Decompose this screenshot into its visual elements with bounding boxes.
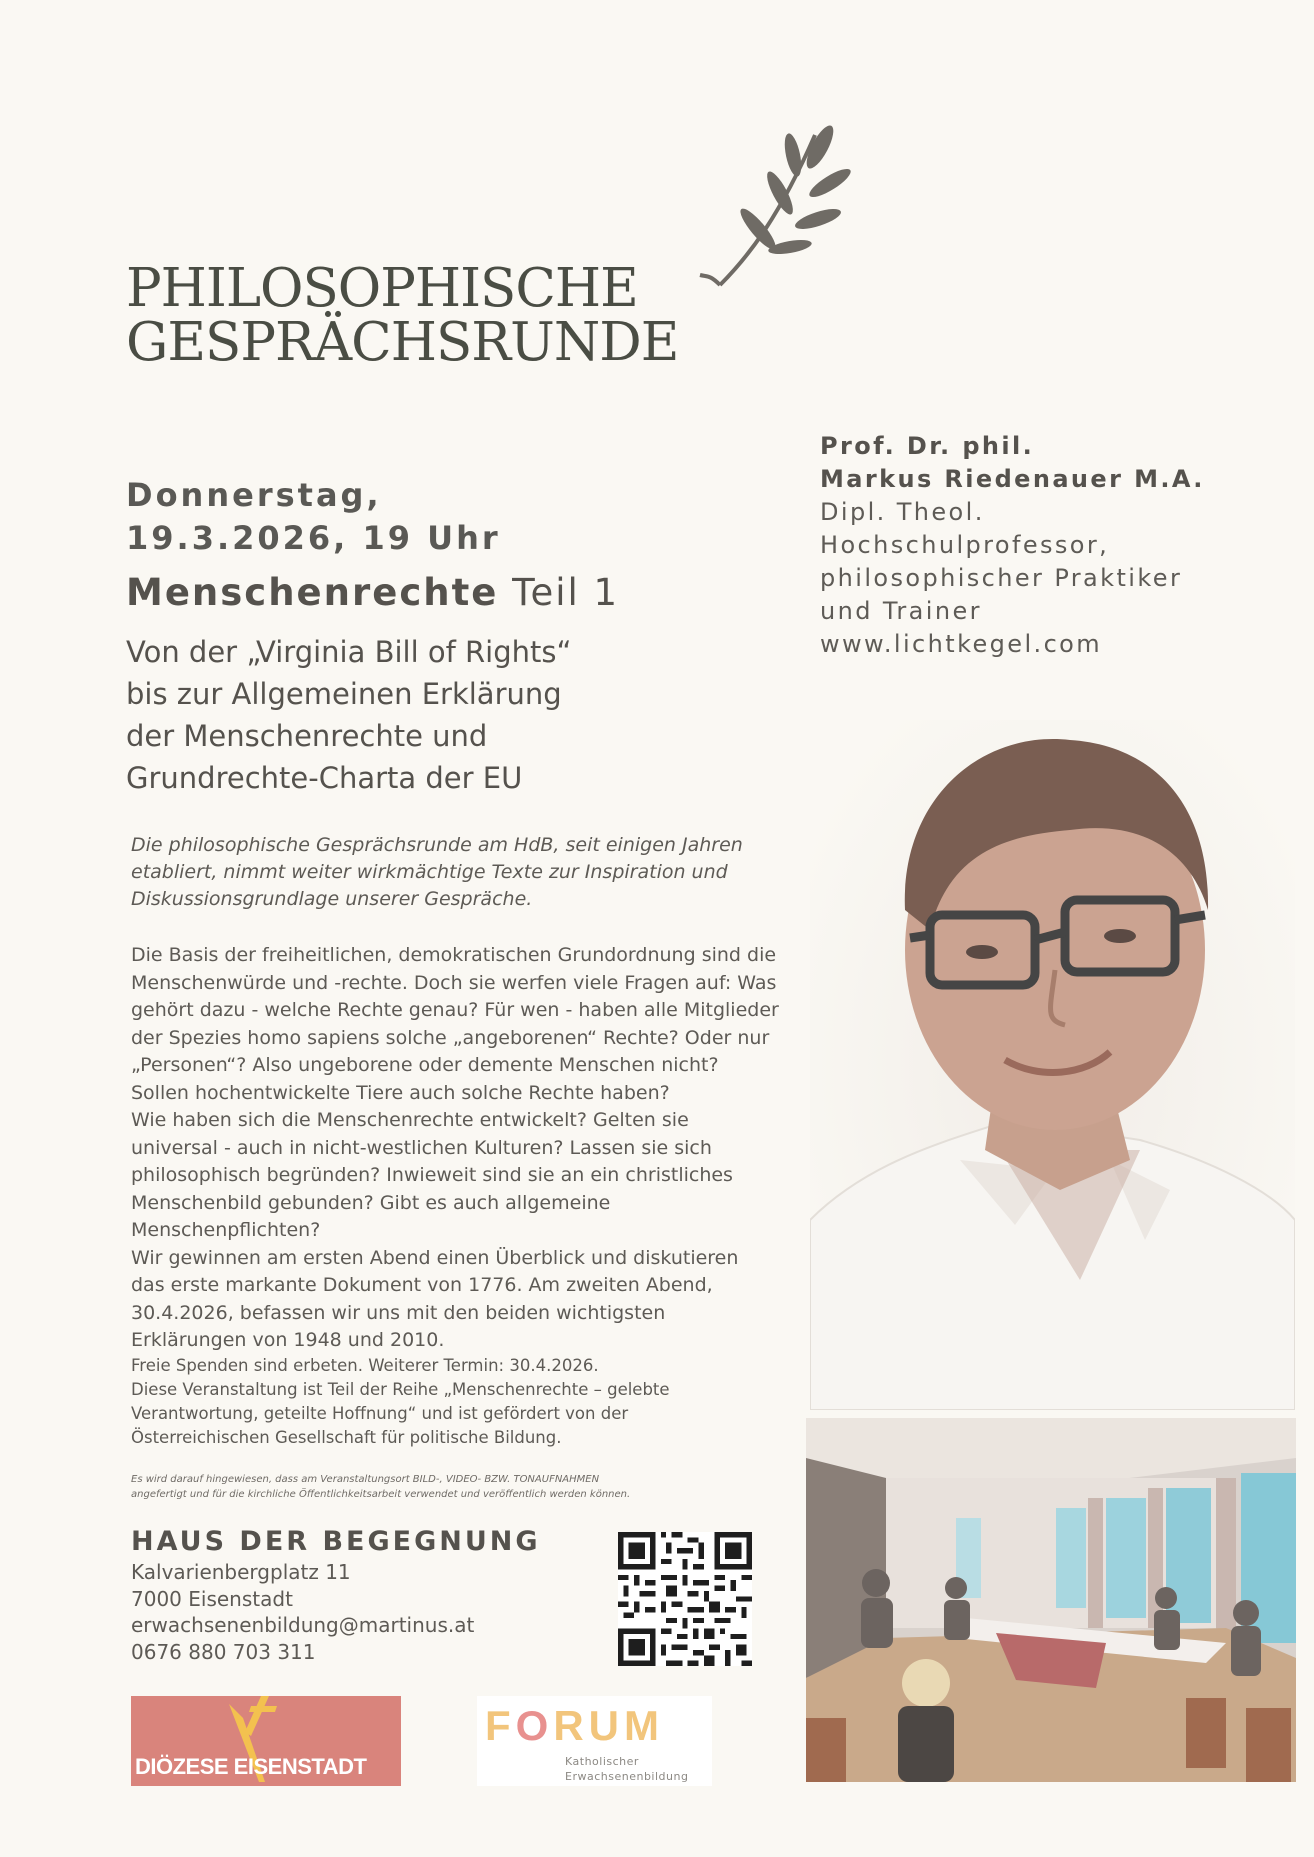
dioezese-logo: [131, 1696, 401, 1786]
forum-subtitle: [565, 1754, 688, 1784]
venue-email[interactable]: erwachsenenbildung@martinus.at: [131, 1613, 475, 1637]
event-weekday: Donnerstag,: [126, 476, 382, 514]
body-line: der Spezies homo sapiens solche „angeborenen“ Rechte? Oder nur: [131, 1026, 770, 1049]
body-line: universal - auch in nicht-westlichen Kulturen? Lassen sie sich: [131, 1136, 712, 1159]
body-line: philosophisch begründen? Inwieweit sind sie an ein christliches: [131, 1164, 733, 1186]
dioezese-label: DIÖZESE EISENSTADT: [135, 1754, 367, 1779]
forum-sub-line: Erwachsenenbildung: [565, 1770, 689, 1783]
event-datetime: 19.3.2026, 19 Uhr: [126, 519, 501, 557]
body-line: „Personen“? Also ungeborene oder demente Menschen nicht?: [131, 1054, 719, 1076]
body-line: Menschenbild gebunden? Gibt es auch allgemeine: [131, 1191, 611, 1214]
venue-phone[interactable]: 0676 880 703 311: [131, 1639, 316, 1664]
olive-branch-icon: [690, 125, 860, 295]
speaker-website[interactable]: www.lichtkegel.com: [820, 630, 1103, 658]
topic-bold: Menschenrechte: [126, 571, 499, 614]
speaker-title: Prof. Dr. phil.: [820, 432, 1035, 460]
venue-street: Kalvarienbergplatz 11: [131, 1560, 351, 1584]
title-line-2: GESPRÄCHSRUNDE: [126, 312, 679, 373]
speaker-detail: Dipl. Theol.: [820, 498, 985, 526]
event-topic: [126, 571, 619, 614]
subtitle-line: der Menschenrechte und: [126, 719, 488, 753]
body-text: [131, 942, 821, 1355]
forum-logo: [477, 1696, 712, 1786]
speaker-detail: und Trainer: [820, 597, 982, 625]
qr-code[interactable]: [618, 1532, 752, 1666]
body-line: Wir gewinnen am ersten Abend einen Überblick und diskutieren: [131, 1246, 739, 1269]
seminar-room-photo: [806, 1418, 1296, 1782]
disclaimer-line: angefertigt und für die kirchliche Öffentlichkeitsarbeit verwendet und veröffentlich werden können.: [131, 1489, 631, 1500]
event-date: [126, 474, 501, 560]
venue-name: HAUS DER BEGEGNUNG: [131, 1526, 541, 1557]
forum-wordmark: [485, 1702, 664, 1750]
small-line: Freie Spenden sind erbeten. Weiterer Termin: 30.4.2026.: [131, 1356, 599, 1375]
topic-part: Teil 1: [512, 571, 620, 614]
photo-disclaimer: [131, 1472, 630, 1502]
subtitle-line: Von der „Virginia Bill of Rights“: [126, 635, 572, 669]
poster-title: [126, 258, 679, 373]
intro-text: Die philosophische Gesprächsrunde am HdB, seit einigen Jahren etabliert, nimmt weiter wirkmächtige Texte zur Inspiration und Diskussionsgrundlage unserer Gespräche.: [131, 834, 743, 910]
body-line: das erste markante Dokument von 1776. Am zweiten Abend,: [131, 1274, 713, 1296]
body-line: gehört dazu - welche Rechte genau? Für wen - haben alle Mitglieder: [131, 999, 779, 1021]
body-line: Sollen hochentwickelte Tiere auch solche Rechte haben?: [131, 1081, 670, 1104]
venue-address: [131, 1559, 474, 1665]
speaker-detail: philosophischer Praktiker: [820, 564, 1183, 592]
body-line: Wie haben sich die Menschenrechte entwickelt? Gelten sie: [131, 1109, 689, 1131]
speaker-detail: Hochschulprofessor,: [820, 531, 1110, 559]
forum-letter-o: O: [515, 1702, 554, 1749]
forum-sub-line: Katholischer: [565, 1755, 639, 1768]
small-line: Verantwortung, geteilte Hoffnung“ und ist gefördert von der: [131, 1404, 629, 1423]
disclaimer-line: Es wird darauf hingewiesen, dass am Veranstaltungsort BILD-, VIDEO- BZW. TONAUFNAHMEN: [131, 1474, 600, 1485]
forum-letters-rest: RUM: [553, 1702, 664, 1749]
speaker-name: Markus Riedenauer M.A.: [820, 465, 1205, 493]
event-subtitle: [126, 631, 572, 799]
speaker-portrait-photo: [810, 720, 1295, 1410]
subtitle-line: Grundrechte-Charta der EU: [126, 761, 523, 795]
forum-letter-f: F: [485, 1702, 516, 1749]
body-line: 30.4.2026, befassen wir uns mit den beiden wichtigsten: [131, 1301, 666, 1324]
body-line: Die Basis der freiheitlichen, demokratischen Grundordnung sind die: [131, 944, 777, 966]
funding-note: [131, 1354, 670, 1450]
body-line: Menschenwürde und -rechte. Doch sie werfen viele Fragen auf: Was: [131, 971, 777, 994]
body-line: Erklärungen von 1948 und 2010.: [131, 1329, 445, 1351]
body-line: Menschenpflichten?: [131, 1219, 321, 1241]
speaker-info: [820, 430, 1205, 661]
small-line: Diese Veranstaltung ist Teil der Reihe „Menschenrechte – gelebte: [131, 1380, 670, 1399]
title-line-1: PHILOSOPHISCHE: [126, 258, 638, 319]
small-line: Österreichischen Gesellschaft für politische Bildung.: [131, 1428, 562, 1447]
subtitle-line: bis zur Allgemeinen Erklärung: [126, 677, 562, 711]
venue-city: 7000 Eisenstadt: [131, 1586, 293, 1611]
